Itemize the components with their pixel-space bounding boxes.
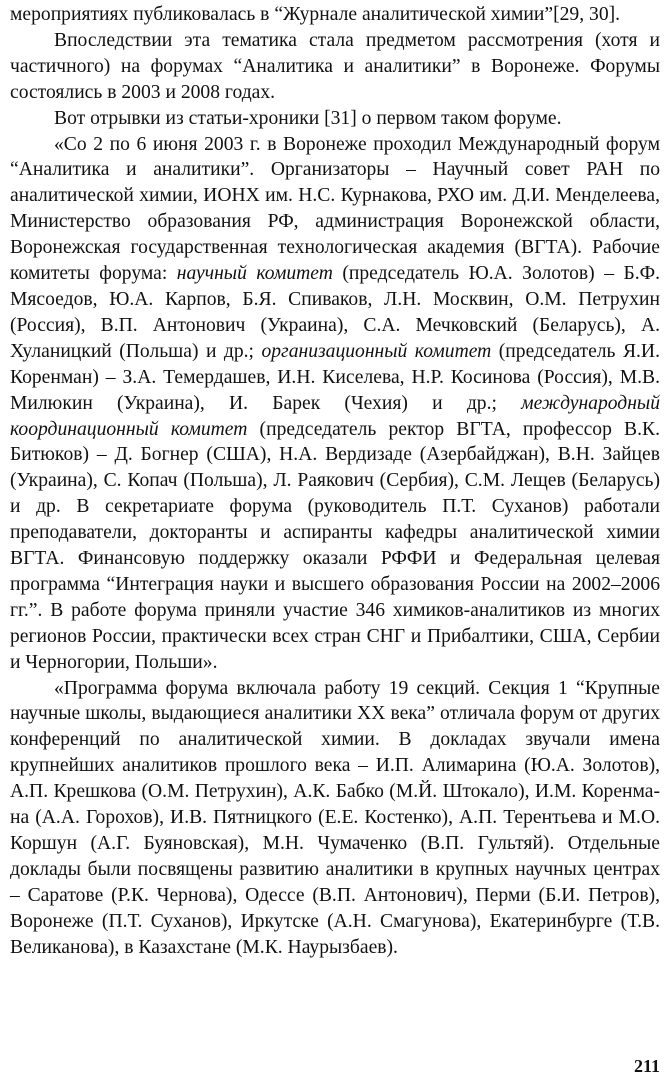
paragraph-p4	[10, 132, 660, 676]
paragraph-p3	[10, 106, 660, 132]
page-number: 211	[633, 1056, 660, 1076]
paragraph-p5	[10, 676, 660, 961]
paragraph-p2	[10, 28, 660, 106]
text-run: «Программа форума включала работу 19 секций. Секция 1 “Крупные научные школы, выдающиеся аналитики XX века” отличала форум от других конференций по аналитической химии. В докладах звучали имена крупнейших аналитиков прошлого века – И.П. Алимарина (Ю.А. Золотов), А.П. Крешкова (О.М. Петрухин), А.К. Бабко (М.Й. Штокало), И.М. Коренмана (А.А. Горохов), И.В. Пятницкого (Е.Е. Костенко), А.П. Терентьева и М.О. Коршун (А.Г. Буяновская), М.Н. Чумаченко (В.П. Гультяй). Отдельные доклады были посвящены развитию аналитики в крупных научных центрах – Саратове (Р.К. Чернова), Одессе (В.П. Антонович), Перми (Б.И. Петров), Воронеже (П.Т. Суханов), Иркутске (А.Н. Смагунова), Екатеринбурге (Т.В. Великанова), в Казахстане (М.К. Наурызбаев).	[10, 677, 660, 958]
text-run: мероприятиях публиковалась в “Журнале аналитической химии”[29, 30].	[10, 4, 621, 25]
italic-term: организационный комитет	[261, 340, 492, 362]
text-run: (председатель Я.И. Коренман) – З.А. Темердашев, И.Н. Киселева, Н.Р. Косинова (Россия), М.В. Милюкин (Украина), И. Барек (Чехия) и др.;	[10, 340, 660, 414]
text-run: «Со 2 по 6 июня 2003 г. в Воронеже проходил Международный форум “Аналитика и аналитики”. Организаторы – Научный совет РАН по аналитической химии, ИОНХ им. Н.С. Курнакова, РХО им. Д.И. Менделеева, Министерство образования РФ, администрация Воронежской области, Воронежская государственная технологическая академия (ВГТА). Рабочие комитеты форума:	[10, 133, 660, 285]
text-run: Впоследствии эта тематика стала предметом рассмотрения (хотя и частичного) на форумах “Аналитика и аналитики” в Воронеже. Форумы состоялись в 2003 и 2008 годах.	[10, 29, 660, 103]
italic-term: международный координационный комитет	[10, 392, 660, 440]
text-run: Вот отрывки из статьи-хроники [31] о первом таком форуме.	[54, 107, 562, 129]
paragraph-p1	[10, 2, 660, 28]
text-run: (председатель ректор ВГТА, профессор В.К. Битюков) – Д. Богнер (США), Н.А. Вердизаде (Азербайджан), В.Н. Зайцев (Украина), С. Копач (Польша), Л. Раякович (Сербия), С.М. Лещев (Беларусь) и др. В секретариате форума (руководитель П.Т. Суханов) работали преподаватели, докторанты и аспиранты кафедры аналитической химии ВГТА. Финансовую поддержку оказали РФФИ и Федеральная целевая программа “Интеграция науки и высшего образования России на 2002–2006 гг.”. В работе форума приняли участие 346 химиков-аналитиков из многих регионов России, практически всех стран СНГ и Прибалтики, США, Сербии и Черногории, Польши».	[10, 418, 660, 673]
page-body	[10, 2, 660, 961]
text-run: (председатель Ю.А. Золотов) – Б.Ф. Мясоедов, Ю.А. Карпов, Б.Я. Спиваков, Л.Н. Москвин, О.М. Петрухин (Россия), В.П. Антонович (Украина), С.А. Мечковский (Беларусь), А. Хуланицкий (Польша) и др.;	[10, 263, 661, 362]
italic-term: научный комитет	[176, 263, 333, 285]
